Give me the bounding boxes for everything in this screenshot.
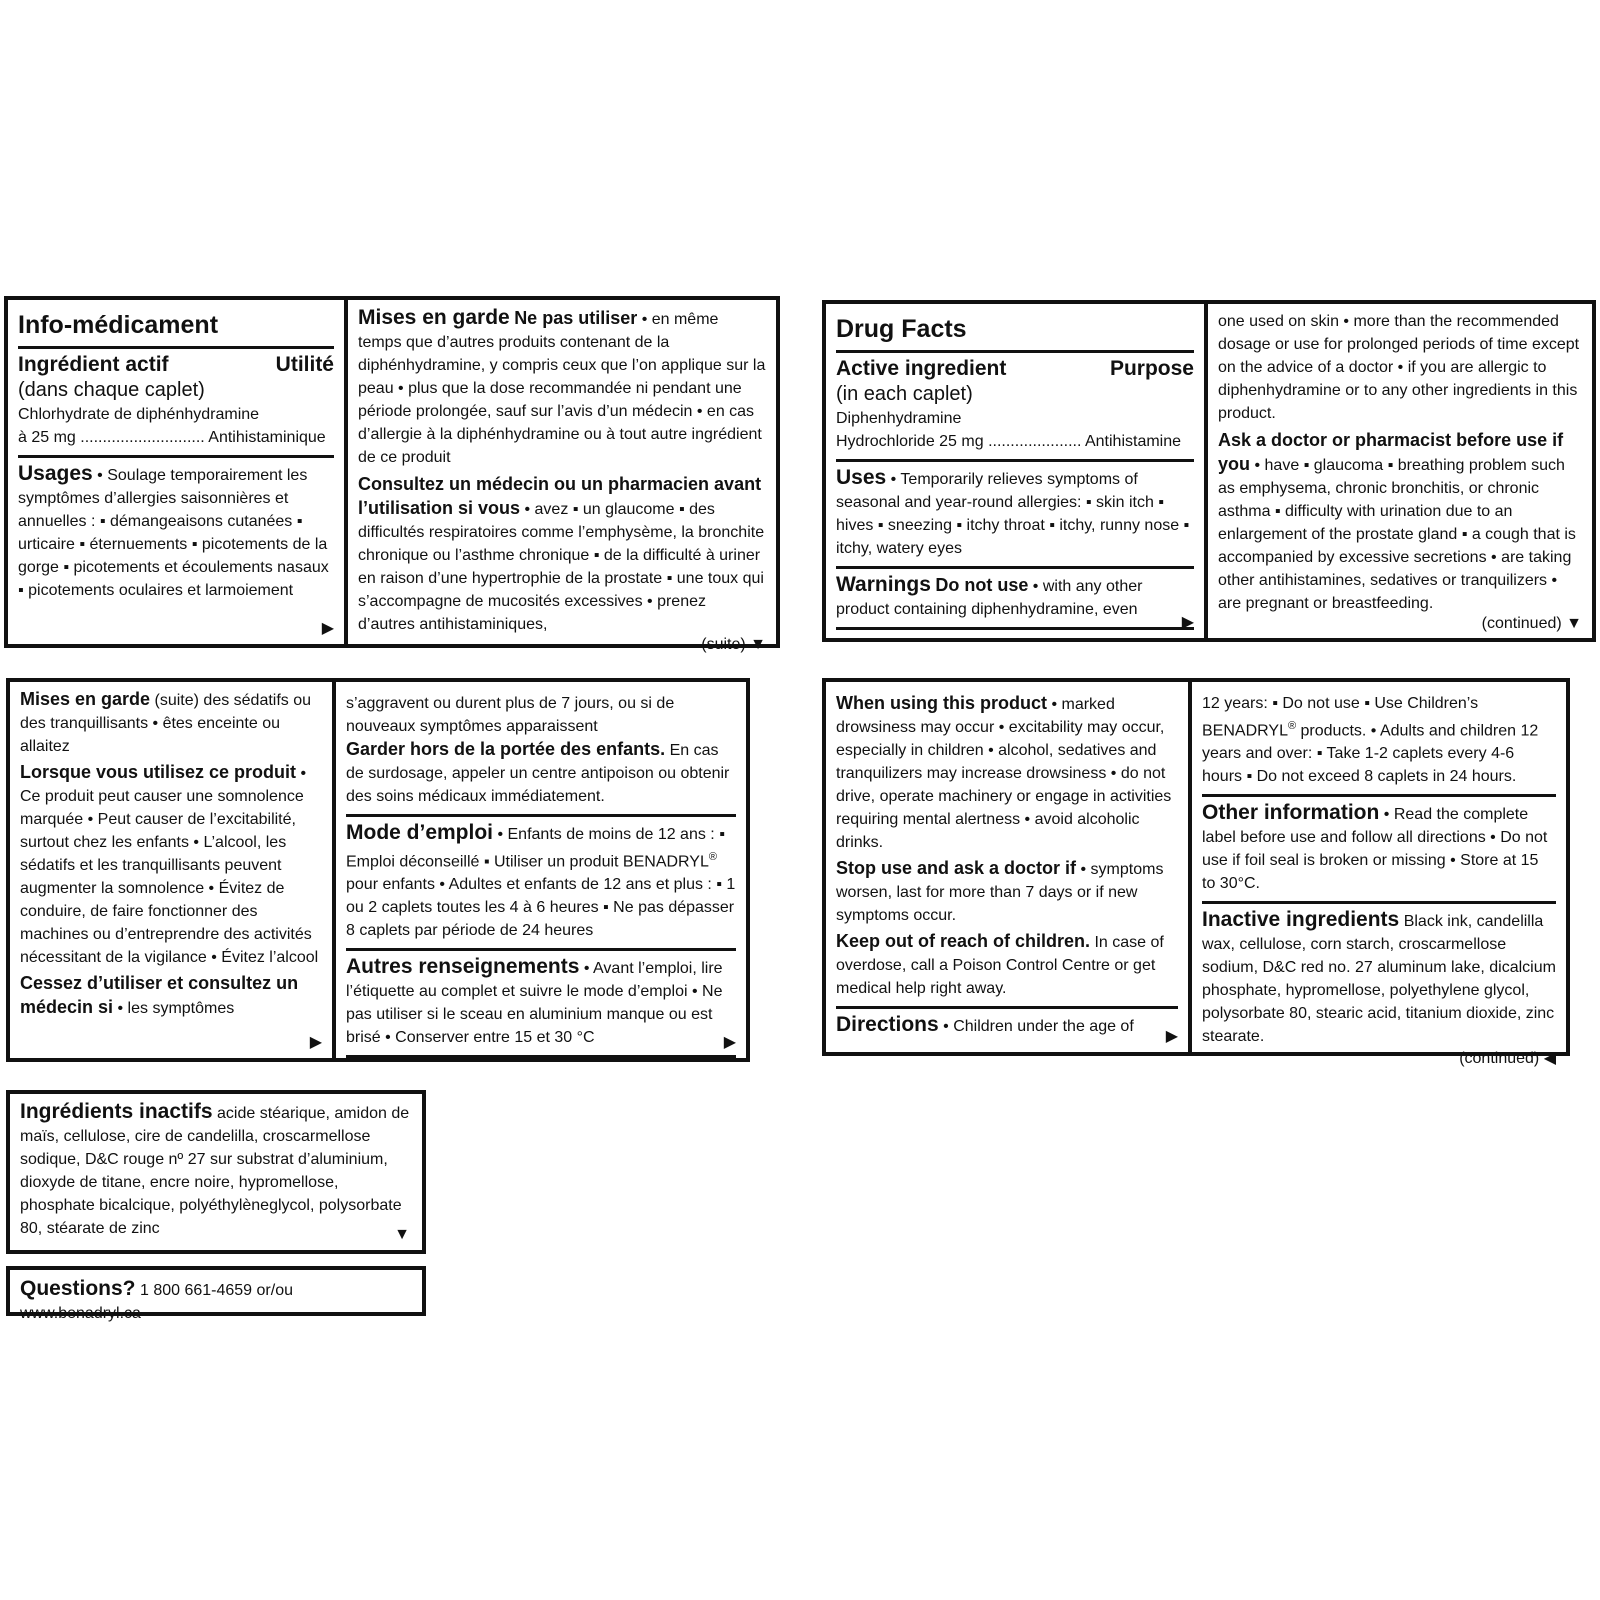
en-active-section: [836, 353, 1194, 462]
en-other-text: • Read the complete label before use and follow all directions • Do not use if foil seal is broken or missing • Store at 15 to 30°C.: [1202, 806, 1548, 893]
en-continued-label: (continued): [1481, 615, 1562, 632]
fr-inactive-heading: Ingrédients inactifs: [20, 1100, 213, 1123]
en-keep-heading: Keep out of reach of children.: [836, 931, 1091, 951]
en-title: Drug Facts: [836, 315, 967, 343]
fr-active-section: [18, 349, 334, 458]
fr-stop-heading: Cessez d’utiliser et consultez un médecin si: [20, 973, 299, 1017]
arrow-right-icon: ▶: [1165, 1028, 1178, 1045]
en-warnings-heading: Warnings: [836, 573, 931, 596]
fr-panel-1-col-right: [348, 300, 776, 653]
fr-do-not-use-heading: Ne pas utiliser: [514, 308, 638, 328]
en-stop-heading: Stop use and ask a doctor if: [836, 858, 1077, 878]
en-inactive-heading: Inactive ingredients: [1202, 908, 1400, 932]
fr-inactive-panel: [6, 1090, 426, 1254]
arrow-down-icon: ▼: [1566, 615, 1582, 632]
en-panel-2-col-right: [1192, 682, 1566, 1068]
fr-keep-heading: Garder hors de la portée des enfants.: [346, 739, 666, 759]
en-keep-text: In case of overdose, call a Poison Control Centre or get medical help right away.: [836, 934, 1164, 997]
fr-ingredient-line1: Chlorhydrate de diphénhydramine: [18, 406, 260, 423]
en-directions-cont-b: products. • Adults and children 12 years and over: ▪ Take 1-2 caplets every 4-6 hours ▪ Do not exceed 8 caplets in 24 hours.: [1202, 722, 1539, 786]
en-ask-text: • have ▪ glaucoma ▪ breathing problem such as emphysema, chronic bronchitis, or chronic asthma ▪ difficulty with urination due to an enlargement of the prostate gland ▪ a cough that is accompanied by excessive secretions • are taking other antihistamines, sedatives or tranquilizers • are pregnant or breastfeeding.: [1218, 457, 1576, 612]
en-purpose-heading: Purpose: [1109, 357, 1194, 380]
fr-stop-text: • les symptômes: [117, 1000, 235, 1017]
en-active-heading: Active ingredient: [836, 357, 1007, 380]
fr-questions-panel: [6, 1266, 426, 1322]
fr-panel-2-col-right: [336, 682, 746, 1058]
fr-uses-text: • Soulage temporairement les symptômes d’allergies saisonnières et annuelles : ▪ démangeaisons cutanées ▪ urticaire ▪ éternuements ▪ picotements de la gorge ▪ picotements et écoulements nasaux ▪ picotements oculaires et larmoiement: [18, 467, 329, 599]
fr-ingredient-line2: à 25 mg ............................ Antihistaminique: [18, 429, 326, 446]
fr-stop-cont-text: s’aggravent ou durent plus de 7 jours, ou si de nouveaux symptômes apparaissent: [346, 695, 675, 735]
fr-panel-1: [4, 296, 780, 653]
fr-warnings-heading: Mises en garde: [358, 306, 510, 329]
arrow-right-icon: ▶: [1181, 614, 1194, 631]
fr-ask-heading: Consultez un médecin ou un pharmacien avant l’utilisation si vous: [358, 474, 762, 518]
fr-ask-text: • avez ▪ un glaucome ▪ des difficultés respiratoires comme l’emphysème, la bronchite chronique ou l’asthme chronique ▪ de la difficulté à uriner en raison d’une hypertrophie de la prostate ▪ une toux qui s’accompagne de mucosités excessives • prenez d’autres antihistaminiques,: [358, 501, 765, 633]
fr-panel-1-col-left: [8, 300, 344, 644]
en-per-unit: (in each caplet): [836, 383, 973, 405]
en-directions-text: • Children under the age of: [943, 1018, 1134, 1035]
en-inactive-text: Black ink, candelilla wax, cellulose, corn starch, croscarmellose sodium, D&C red no. 27 aluminum lake, dicalcium phosphate, hypromellose, polyethylene glycol, polysorbate 80, stearic acid, titanium dioxide, zinc stearate.: [1202, 913, 1556, 1046]
fr-inactive-section: [10, 1094, 422, 1250]
fr-active-heading: Ingrédient actif: [18, 353, 169, 376]
fr-directions-heading: Mode d’emploi: [346, 821, 493, 844]
en-ask-heading: Ask a doctor or pharmacist before use if you: [1218, 430, 1564, 474]
fr-when-using-heading: Lorsque vous utilisez ce produit: [20, 762, 297, 782]
en-directions-cont-section: [1202, 688, 1556, 797]
fr-keep-text: En cas de surdosage, appeler un centre antipoison ou obtenir des soins médicaux immédiatement.: [346, 742, 730, 805]
fr-panel-2-col-left: [10, 682, 332, 1058]
fr-directions-section: [346, 817, 736, 951]
arrow-down-icon: ▼: [394, 1226, 410, 1243]
fr-when-using-text: • Ce produit peut causer une somnolence marquée • Peut causer de l’excitabilité, surtout chez les enfants • L’alcool, les sédatifs et les tranquillisants peuvent augmenter la somnolence • Évitez de conduire, de faire fonctionner des machines ou d’entreprendre des activités nécessitant de la vigilance • Évitez l’alcool: [20, 765, 319, 966]
registered-mark: ®: [708, 851, 717, 863]
fr-other-text: • Avant l’emploi, lire l’étiquette au complet et suivre le mode d’emploi • Ne pas utiliser si le sceau en aluminium manque ou est brisé • Conserver entre 15 et 30 °C: [346, 960, 723, 1047]
fr-title: Info-médicament: [18, 311, 219, 339]
fr-inactive-text: acide stéarique, amidon de maïs, cellulose, cire de candelilla, croscarmellose sodique, D&C rouge nº 27 sur substrat d’aluminium, dioxyde de titane, encre noire, hypromellose, phosphate bicalcique, polyéthylèneglycol, polysorbate 80, stéarate de zinc: [20, 1105, 410, 1237]
en-ingredient-line2: Hydrochloride 25 mg ..................... Antihistamine: [836, 433, 1182, 450]
en-uses-section: [836, 462, 1194, 569]
en-panel-1-col-left: [826, 304, 1204, 638]
questions-section: [10, 1270, 422, 1322]
en-title-section: [836, 310, 1194, 353]
fr-suite-label: (suite): [701, 636, 746, 653]
questions-heading: Questions?: [20, 1277, 136, 1300]
en-panel-1-col-right: [1208, 304, 1592, 638]
en-when-using-section: [836, 688, 1178, 1009]
fr-directions-text-b: pour enfants • Adultes et enfants de 12 ans et plus : ▪ 1 ou 2 caplets toutes les 4 à 6 heures ▪ Ne pas dépasser 8 caplets par période de 24 heures: [346, 876, 736, 940]
fr-purpose-heading: Utilité: [275, 353, 334, 376]
en-do-not-use-heading: Do not use: [935, 575, 1029, 595]
fr-panel-2: [6, 678, 750, 1062]
fr-other-section: [346, 951, 736, 1058]
fr-do-not-use-text: • en même temps que d’autres produits contenant de la diphénhydramine, y compris ceux que l’on applique sur la peau • plus que la dose recommandée ni pendant une période prolongée, sauf sur l’avis d’un médecin • en cas d’allergie à la diphénhydramine ou à tout autre ingrédient de ce produit: [358, 311, 766, 466]
en-when-using-text: • marked drowsiness may occur • excitability may occur, especially in children • alcohol, sedatives and tranquilizers may increase drowsiness • do not drive, operate machinery or engage in activities requiring mental alertness • avoid alcoholic drinks.: [836, 696, 1172, 851]
en-inactive-section: [1202, 904, 1556, 1074]
en-stop-text: • symptoms worsen, last for more than 7 days or if new symptoms occur.: [836, 861, 1164, 924]
en-directions-cont-a: 12 years: ▪ Do not use ▪ Use Children’s BENADRYL: [1202, 695, 1479, 740]
en-warnings-section: [836, 569, 1194, 630]
en-ingredient-line1: Diphenhydramine: [836, 410, 962, 427]
fr-title-section: [18, 306, 334, 349]
fr-uses-heading: Usages: [18, 462, 93, 485]
fr-warnings-cont-text: (suite) des sédatifs ou des tranquillisants • êtes enceinte ou allaitez: [20, 692, 312, 755]
registered-mark: ®: [1287, 720, 1297, 732]
en-panel-1: [822, 300, 1596, 642]
fr-keep-section: [346, 688, 736, 817]
en-directions-section: [836, 1009, 1178, 1044]
fr-other-heading: Autres renseignements: [346, 955, 580, 979]
arrow-down-icon: ▼: [750, 636, 766, 653]
en-other-heading: Other information: [1202, 801, 1380, 825]
en-do-not-use-cont: one used on skin • more than the recommended dosage or use for prolonged periods of time except on the advice of a doctor • if you are allergic to diphenhydramine or to any other ingredients in this product.: [1218, 313, 1580, 422]
en-when-using-heading: When using this product: [836, 693, 1047, 713]
fr-uses-section: [18, 458, 334, 608]
fr-directions-text-a: • Enfants de moins de 12 ans : ▪ Emploi déconseillé ▪ Utiliser un produit BENADRYL: [346, 826, 725, 871]
fr-warnings-cont-heading: Mises en garde: [20, 689, 151, 709]
arrow-right-icon: ▶: [321, 620, 334, 637]
en-uses-text: • Temporarily relieves symptoms of seasonal and year-round allergies: ▪ skin itch ▪ hives ▪ sneezing ▪ itchy throat ▪ itchy, runny nose ▪ itchy, watery eyes: [836, 471, 1190, 557]
arrow-right-icon: ▶: [309, 1034, 322, 1051]
arrow-right-icon: ▶: [723, 1034, 736, 1051]
en-directions-heading: Directions: [836, 1013, 939, 1036]
en-other-section: [1202, 797, 1556, 904]
en-do-not-use-text: • with any other product containing diphenhydramine, even: [836, 578, 1143, 618]
en-panel-2-col-left: [826, 682, 1188, 1052]
questions-text: 1 800 661-4659 or/ou www.benadryl.ca: [20, 1282, 293, 1322]
fr-per-unit: (dans chaque caplet): [18, 379, 205, 401]
en-continued-label: (continued): [1459, 1050, 1540, 1068]
arrow-left-icon: ◀: [1543, 1050, 1556, 1068]
en-panel-2: [822, 678, 1570, 1068]
en-uses-heading: Uses: [836, 466, 887, 489]
